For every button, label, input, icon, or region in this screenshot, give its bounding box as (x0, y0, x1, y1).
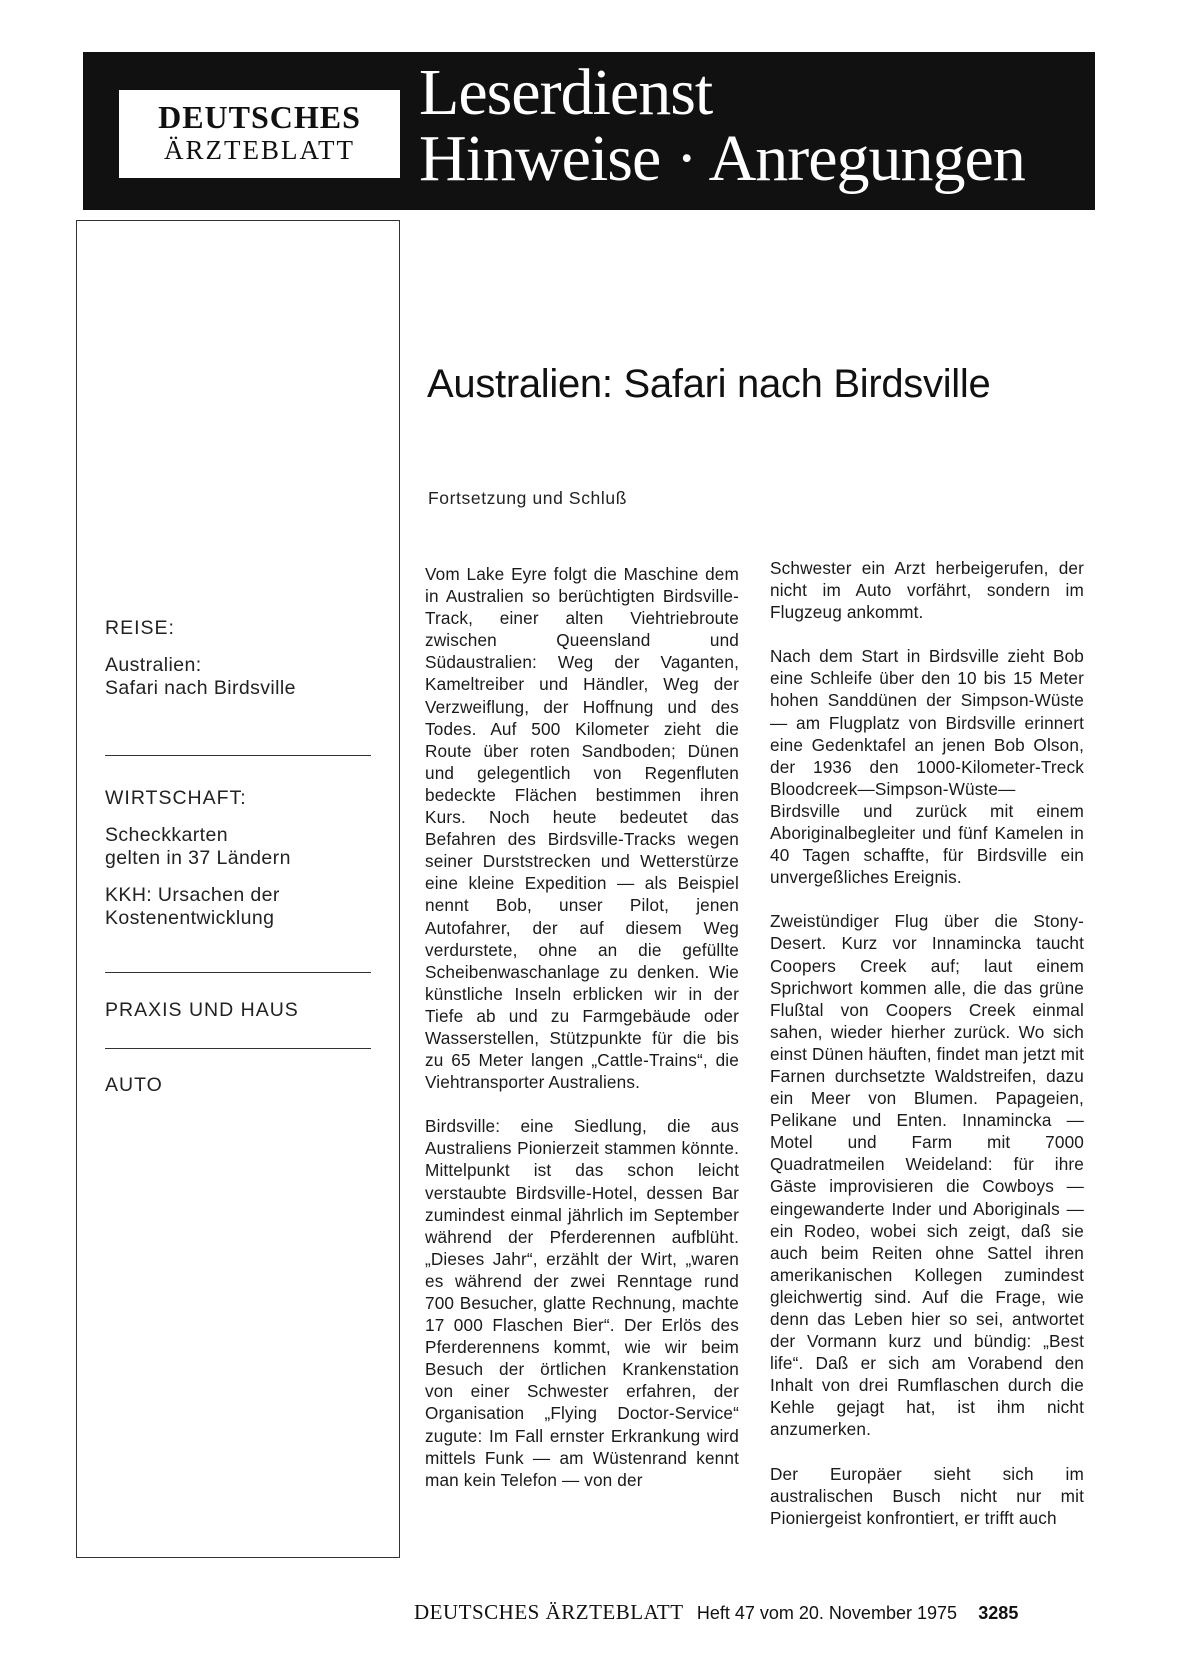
contents-sidebar (76, 220, 400, 1558)
paragraph: Nach dem Start in Birdsville zieht Bob eine Schleife über den 10 bis 15 Meter hohen Sanddünen der Simpson-Wüste — am Flugplatz von Birdsville erinnert eine Gedenktafel an jenen Bob Olson, der 1936 den 1000-Kilometer-Treck Bloodcreek—Simpson-Wüste—Birdsville und zurück mit einem Aboriginalbegleiter und fünf Kamelen in 40 Tagen schaffte, für Birdsville ein unvergeßliches Ereignis. (770, 646, 1084, 888)
sidebar-section-reise (105, 617, 365, 714)
section-title (419, 56, 1025, 195)
page-footer (414, 1600, 1018, 1625)
footer-journal-name: DEUTSCHES ÄRZTEBLATT (414, 1600, 684, 1624)
article-headline: Australien: Safari nach Birdsville (427, 362, 991, 406)
paragraph: Birdsville: eine Siedlung, die aus Australiens Pionierzeit stammen könnte. Mittelpunkt ist das schon leicht verstaubte Birdsville-Hotel, dessen Bar zumindest einmal jährlich im September während der Pferderennen aufblüht. „Dieses Jahr“, erzählt der Wirt, „waren es während der zwei Renntage rund 700 Besucher, glatte Rechnung, machte 17 000 Flaschen Bier“. Der Erlös des Pferderennens kommt, wie wir beim Besuch der örtlichen Krankenstation von einer Schwester erfahren, der Organisation „Flying Doctor-Service“ zugute: Im Fall ernster Erkrankung wird mittels Funk — am Wüstenrand kennt man kein Telefon — von der (425, 1116, 739, 1490)
sidebar-section-wirtschaft (105, 787, 365, 944)
sidebar-divider (105, 972, 371, 973)
sidebar-heading: WIRTSCHAFT: (105, 787, 247, 809)
sidebar-divider (105, 1048, 371, 1049)
paragraph: Vom Lake Eyre folgt die Maschine dem in Australien so berüchtigten Birdsville-Track, einer alten Viehtriebroute zwischen Queensland und Südaustralien: Weg der Vaganten, Kameltreiber und Händler, Weg der Verzweiflung, der Hoffnung und des Todes. Auf 500 Kilometer zieht die Route über roten Sandboden; Dünen und gelegentlich von Regenfluten bedeckte Flächen bestimmen ihren Kurs. Noch heute bedeutet das Befahren des Birdsville-Tracks wegen seiner Durststrecken und Wetterstürze eine kleine Expedition — als Beispiel nennt Bob, unser Pilot, jenen Autofahrer, der auf diesem Weg verdurstete, ohne an die gefüllte Scheibenwaschanlage zu denken. Wie künstliche Inseln erblicken wir in der Tiefe ab und zu Farmgebäude oder Wasserstellen, Stützpunkte für die bis zu 65 Meter langen „Cattle-Trains“, die Viehtransporter Australiens. (425, 564, 739, 1093)
paragraph: Zweistündiger Flug über die Stony-Desert. Kurz vor Innamincka taucht Coopers Creek auf; laut einem Sprichwort kommen alle, die das grüne Flußtal von Coopers Creek einmal sahen, wieder hierher zurück. Wo sich einst Dünen häuften, findet man jetzt mit Farnen durchsetzte Waldstreifen, dazu ein Meer von Blumen. Papageien, Pelikane und Enten. Innamincka — Motel und Farm mit 7000 Quadratmeilen Weideland: für ihre Gäste improvisieren die Cowboys — eingewanderte Inder und Aboriginals — ein Rodeo, wobei sich zeigt, daß sie auch beim Reiten ohne Sattel ihren amerikanischen Kollegen zumindest gleichwertig sind. Auf die Frage, wie denn das Leben hier so sei, antwortet der Vormann kurz und bündig: „Best life“. Daß er sich am Vorabend den Inhalt von drei Rumflaschen durch die Kehle gejagt hat, ist ihm nicht anzumerken. (770, 911, 1084, 1440)
section-title-line-1: Leserdienst (419, 56, 713, 129)
sidebar-item: Australien: Safari nach Birdsville (105, 654, 296, 699)
page-number: 3285 (978, 1603, 1019, 1623)
masthead-banner (83, 52, 1095, 210)
sidebar-heading: PRAXIS UND HAUS (105, 999, 299, 1021)
paragraph: Schwester ein Arzt herbeigerufen, der nicht im Auto vorfährt, sondern im Flugzeug ankommt. (770, 558, 1084, 623)
section-title-line-2: Hinweise · Anregungen (419, 122, 1025, 195)
logo-line-2: ÄRZTEBLATT (164, 135, 355, 165)
sidebar-divider (105, 755, 371, 756)
sidebar-heading: REISE: (105, 617, 175, 639)
article-column-2 (770, 557, 1084, 1551)
sidebar-heading: AUTO (105, 1074, 163, 1096)
sidebar-section-auto (105, 1074, 365, 1111)
article-subhead: Fortsetzung und Schluß (428, 488, 627, 508)
sidebar-item: Scheckkarten gelten in 37 Ländern (105, 824, 291, 869)
article-column-1 (425, 563, 739, 1513)
sidebar-section-praxis (105, 999, 365, 1036)
logo-line-1: DEUTSCHES (158, 99, 361, 135)
paragraph: Der Europäer sieht sich im australischen Busch nicht nur mit Pioniergeist konfrontiert, er trifft auch (770, 1463, 1084, 1528)
sidebar-item: KKH: Ursachen der Kostenentwicklung (105, 884, 280, 929)
journal-logo (119, 90, 400, 178)
footer-issue: Heft 47 vom 20. November 1975 (696, 1603, 957, 1623)
